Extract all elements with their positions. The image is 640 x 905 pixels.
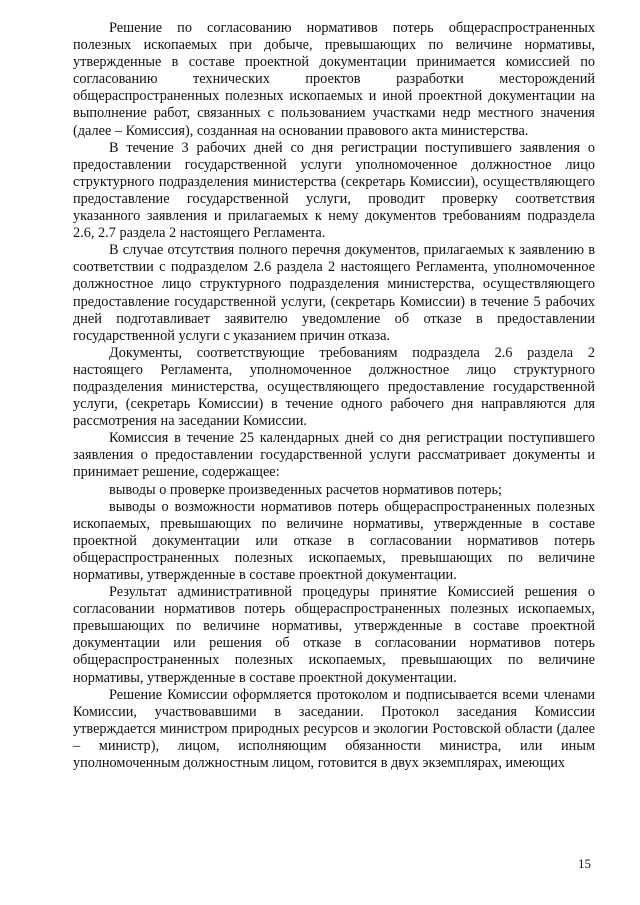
paragraph-conclusion-calculations: выводы о проверке произведенных расчетов нормативов потерь; — [109, 481, 503, 498]
paragraph-documents-forwarded: Документы, соответствующие требованиям подраздела 2.6 раздела 2 настоящего Регламента, уполномоченное должностное лицо структурного подразделения министерства, осуществляющего предоставление государственной услуги, (секретарь Комиссии) в течение одного рабочего дня направляются для рассмотрения на заседании Комиссии. — [73, 344, 595, 430]
paragraph-application-check: В течение 3 рабочих дней со дня регистрации поступившего заявления о предоставлении государственной услуги уполномоченное должностное лицо структурного подразделения министерства (секретарь Комиссии), осуществляющего предоставление государственной услуги, проводит проверку соответствия указанного заявления и прилагаемых к нему документов требованиям подраздела 2.6, 2.7 раздела 2 настоящего Регламента. — [73, 139, 595, 242]
paragraph-commission-decision: Решение по согласованию нормативов потерь общераспространенных полезных ископаемых при добыче, превышающих по величине нормативы, утвержденные в составе проектной документации принимается комиссией по согласованию технических проектов разработки месторождений общераспространенных полезных ископаемых и иной проектной документации на выполнение работ, связанных с пользованием участками недр местного значения (далее – Комиссия), созданная на основании правового акта министерства. — [73, 20, 595, 139]
paragraph-protocol: Решение Комиссии оформляется протоколом и подписывается всеми членами Комиссии, участвовавшими в заседании. Протокол заседания Комиссии утверждается министром природных ресурсов и экологии Ростовской области (далее – министр), лицом, исполняющим обязанности министра, или иным уполномоченным должностным лицом, готовится в двух экземплярах, имеющих — [73, 686, 595, 772]
document-page — [73, 20, 595, 772]
paragraph-commission-review: Комиссия в течение 25 календарных дней со дня регистрации поступившего заявления о предоставлении государственной услуги рассматривает документы и принимает решение, содержащее: — [73, 430, 595, 481]
paragraph-conclusion-approval: выводы о возможности нормативов потерь общераспространенных полезных ископаемых, превышающих по величине нормативы, утвержденные в составе проектной документации или отказе в согласовании нормативов потерь общераспространенных полезных ископаемых, превышающих по величине нормативы, утвержденные в составе проектной документации. — [73, 498, 595, 583]
paragraph-incomplete-documents: В случае отсутствия полного перечня документов, прилагаемых к заявлению в соответствии с подразделом 2.6 раздела 2 настоящего Регламента, уполномоченное должностное лицо структурного подразделения министерства, осуществляющего предоставление государственной услуги, (секретарь Комиссии) в течение 5 рабочих дней подготавливает заявителю уведомление об отказе в предоставлении государственной услуги с указанием причин отказа. — [73, 242, 595, 344]
page-number: 15 — [578, 856, 591, 871]
paragraph-procedure-result: Результат административной процедуры принятие Комиссией решения о согласовании нормативов потерь общераспространенных полезных ископаемых, превышающих по величине нормативы, утвержденные в составе проектной документации или решения об отказе в согласовании нормативов потерь общераспространенных полезных ископаемых, превышающих по величине нормативы, утвержденные в составе проектной документации. — [73, 584, 595, 686]
